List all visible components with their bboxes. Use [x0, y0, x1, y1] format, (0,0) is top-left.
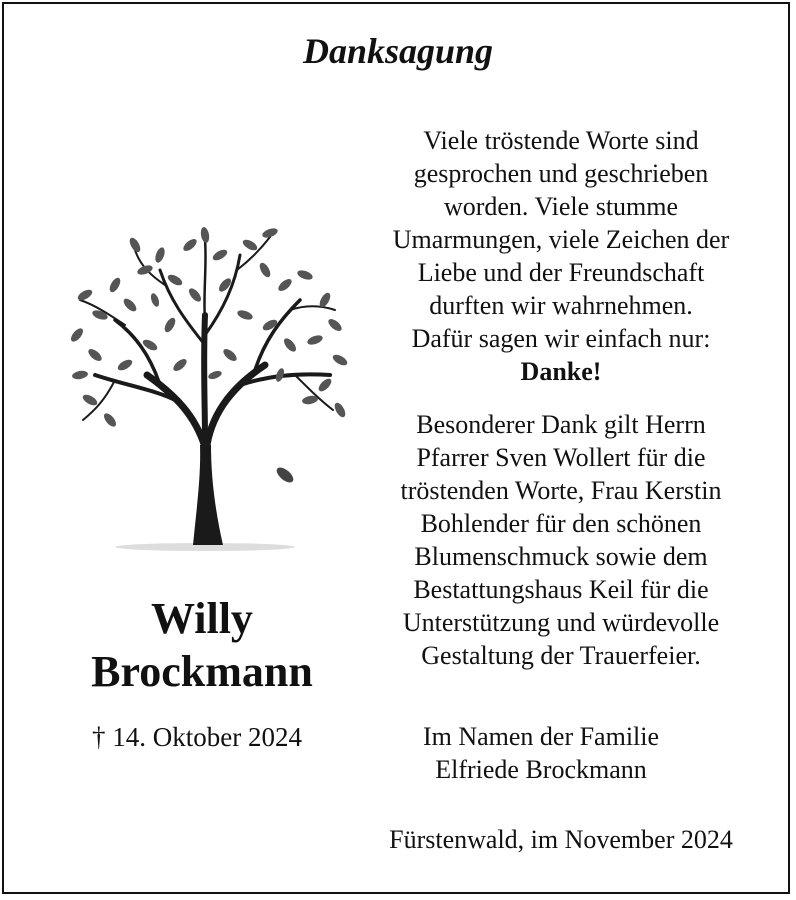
text-line: Umarmungen, viele Zeichen der — [392, 225, 730, 254]
tree-icon — [55, 225, 355, 555]
text-line: Gestaltung der Trauerfeier. — [421, 641, 701, 670]
special-thanks-paragraph — [355, 408, 767, 672]
text-line: Viele tröstende Worte sind — [423, 126, 699, 155]
page-title: Danksagung — [302, 31, 494, 71]
place-date: Fürstenwald, im November 2024 — [389, 825, 733, 854]
deceased-name — [62, 592, 342, 698]
signature — [335, 720, 747, 786]
text-line: tröstenden Worte, Frau Kerstin — [400, 476, 722, 505]
deceased-first-name: Willy — [151, 594, 253, 643]
text-line: Dafür sagen wir einfach nur: — [411, 324, 711, 353]
thanks-word: Danke! — [520, 357, 602, 386]
death-date: † 14. Oktober 2024 — [92, 722, 302, 752]
text-line: Pfarrer Sven Wollert für die — [416, 443, 706, 472]
text-line: durften wir wahrnehmen. — [429, 291, 693, 320]
signature-line-1: Im Namen der Familie — [422, 722, 660, 751]
text-line: Bohlender für den schönen — [420, 509, 702, 538]
text-line: Unterstützung und würdevolle — [402, 608, 720, 637]
text-line: Blumenschmuck sowie dem — [414, 542, 708, 571]
text-line: Liebe und der Freundschaft — [417, 258, 705, 287]
thanks-paragraph — [355, 124, 767, 388]
text-line: Bestattungshaus Keil für die — [413, 575, 709, 604]
signature-line-2: Elfriede Brockmann — [435, 755, 647, 784]
text-line: worden. Viele stumme — [443, 192, 679, 221]
text-line: Besonderer Dank gilt Herrn — [416, 410, 706, 439]
text-line: gesprochen und geschrieben — [413, 159, 709, 188]
deceased-last-name: Brockmann — [91, 647, 313, 696]
